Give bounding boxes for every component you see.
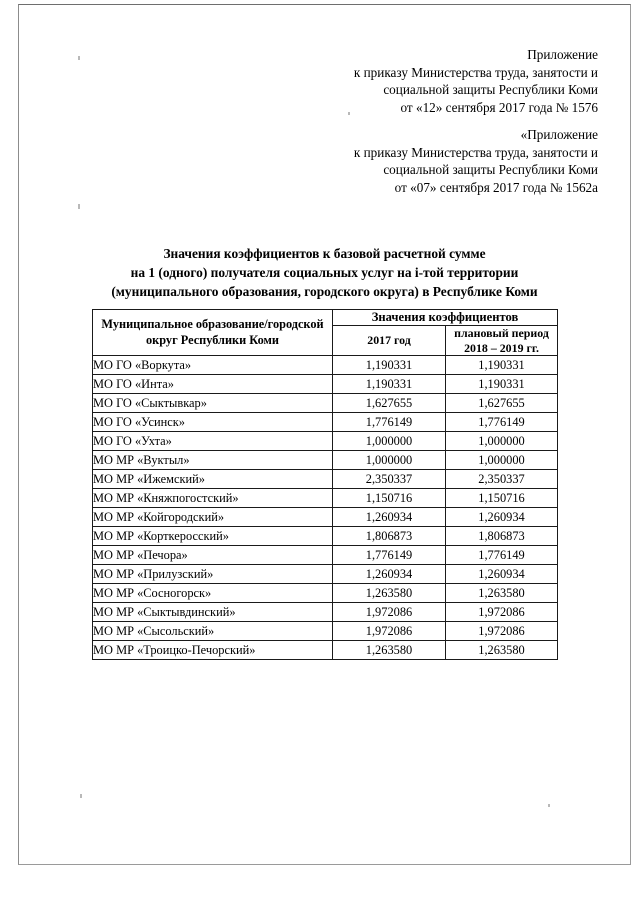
cell-value-planned-period: 1,972086 (446, 622, 558, 641)
cell-value-2017: 1,627655 (333, 394, 446, 413)
cell-municipality: МО МР «Койгородский» (93, 508, 333, 527)
cell-value-2017: 1,806873 (333, 527, 446, 546)
table-row (93, 413, 558, 432)
cell-municipality: МО ГО «Воркута» (93, 356, 333, 375)
table-head (93, 310, 558, 356)
cell-municipality: МО МР «Корткеросский» (93, 527, 333, 546)
column-header-group-coefficients: Значения коэффициентов (333, 310, 558, 326)
cell-value-2017: 1,000000 (333, 432, 446, 451)
document-title-line-2: на 1 (одного) получателя социальных услуг на i-той территории (130, 265, 519, 280)
cell-municipality: МО МР «Вуктыл» (93, 451, 333, 470)
column-header-year-2017: 2017 год (333, 326, 446, 356)
table-row (93, 375, 558, 394)
cell-value-2017: 1,776149 (333, 546, 446, 565)
table-row (93, 565, 558, 584)
document-title (18, 244, 631, 301)
cell-value-2017: 2,350337 (333, 470, 446, 489)
cell-value-planned-period: 2,350337 (446, 470, 558, 489)
cell-value-planned-period: 1,260934 (446, 508, 558, 527)
cell-municipality: МО МР «Княжпогостский» (93, 489, 333, 508)
cell-value-2017: 1,190331 (333, 375, 446, 394)
column-header-municipality: Муниципальное образование/городской округ Республики Коми (93, 310, 333, 356)
table-row (93, 527, 558, 546)
cell-value-planned-period: 1,190331 (446, 375, 558, 394)
table-row (93, 432, 558, 451)
scan-speckle (78, 56, 80, 60)
order-ref-2-line-1: «Приложение (520, 127, 598, 142)
scan-speckle (80, 794, 82, 798)
planned-period-line-2: 2018 – 2019 гг. (464, 340, 539, 355)
cell-municipality: МО МР «Сыктывдинский» (93, 603, 333, 622)
cell-value-2017: 1,263580 (333, 584, 446, 603)
cell-value-planned-period: 1,150716 (446, 489, 558, 508)
document-title-line-3: (муниципального образования, городского округа) в Республике Коми (111, 284, 538, 299)
coefficients-table (92, 309, 558, 660)
cell-value-2017: 1,260934 (333, 508, 446, 527)
table-body (93, 356, 558, 660)
cell-municipality: МО МР «Сосногорск» (93, 584, 333, 603)
order-ref-1-line-3: социальной защиты Республики Коми (383, 82, 598, 97)
cell-value-planned-period: 1,776149 (446, 413, 558, 432)
order-ref-2-line-2: к приказу Министерства труда, занятости и (353, 144, 598, 160)
cell-value-planned-period: 1,000000 (446, 451, 558, 470)
cell-municipality: МО МР «Печора» (93, 546, 333, 565)
cell-value-2017: 1,190331 (333, 356, 446, 375)
cell-value-planned-period: 1,627655 (446, 394, 558, 413)
cell-value-planned-period: 1,776149 (446, 546, 558, 565)
cell-value-planned-period: 1,000000 (446, 432, 558, 451)
cell-municipality: МО МР «Сысольский» (93, 622, 333, 641)
table-header-row-1 (93, 310, 558, 326)
order-ref-1-line-2: к приказу Министерства труда, занятости и (353, 64, 598, 80)
order-reference-block-2 (258, 126, 598, 196)
cell-value-2017: 1,150716 (333, 489, 446, 508)
cell-municipality: МО МР «Троицко-Печорский» (93, 641, 333, 660)
table-row (93, 451, 558, 470)
table-row (93, 622, 558, 641)
table-row (93, 641, 558, 660)
document-title-line-1: Значения коэффициентов к базовой расчетной сумме (163, 246, 486, 261)
scanned-page (18, 4, 631, 865)
cell-municipality: МО ГО «Сыктывкар» (93, 394, 333, 413)
order-ref-1-line-1: Приложение (527, 47, 598, 62)
cell-value-planned-period: 1,190331 (446, 356, 558, 375)
table-row (93, 489, 558, 508)
cell-value-planned-period: 1,263580 (446, 641, 558, 660)
column-header-planned-period (446, 326, 558, 356)
cell-municipality: МО МР «Прилузский» (93, 565, 333, 584)
scan-speckle (78, 204, 80, 209)
table-row (93, 584, 558, 603)
cell-value-2017: 1,263580 (333, 641, 446, 660)
table-row (93, 603, 558, 622)
table-row (93, 508, 558, 527)
scan-speckle (548, 804, 550, 807)
planned-period-line-1: плановый период (454, 326, 549, 340)
order-ref-2-line-3: социальной защиты Республики Коми (383, 162, 598, 177)
cell-value-planned-period: 1,260934 (446, 565, 558, 584)
table-row (93, 470, 558, 489)
cell-municipality: МО ГО «Усинск» (93, 413, 333, 432)
cell-municipality: МО ГО «Инта» (93, 375, 333, 394)
table-row (93, 356, 558, 375)
cell-value-2017: 1,000000 (333, 451, 446, 470)
table-row (93, 394, 558, 413)
coefficients-table-container (92, 309, 557, 660)
cell-municipality: МО ГО «Ухта» (93, 432, 333, 451)
cell-value-2017: 1,972086 (333, 603, 446, 622)
cell-value-2017: 1,260934 (333, 565, 446, 584)
order-ref-2-line-4: от «07» сентября 2017 года № 1562а (394, 179, 598, 195)
order-reference-block-1 (258, 46, 598, 116)
cell-value-planned-period: 1,972086 (446, 603, 558, 622)
cell-value-2017: 1,776149 (333, 413, 446, 432)
order-ref-1-line-4: от «12» сентября 2017 года № 1576 (400, 99, 598, 115)
cell-value-2017: 1,972086 (333, 622, 446, 641)
cell-municipality: МО МР «Ижемский» (93, 470, 333, 489)
cell-value-planned-period: 1,806873 (446, 527, 558, 546)
table-row (93, 546, 558, 565)
cell-value-planned-period: 1,263580 (446, 584, 558, 603)
